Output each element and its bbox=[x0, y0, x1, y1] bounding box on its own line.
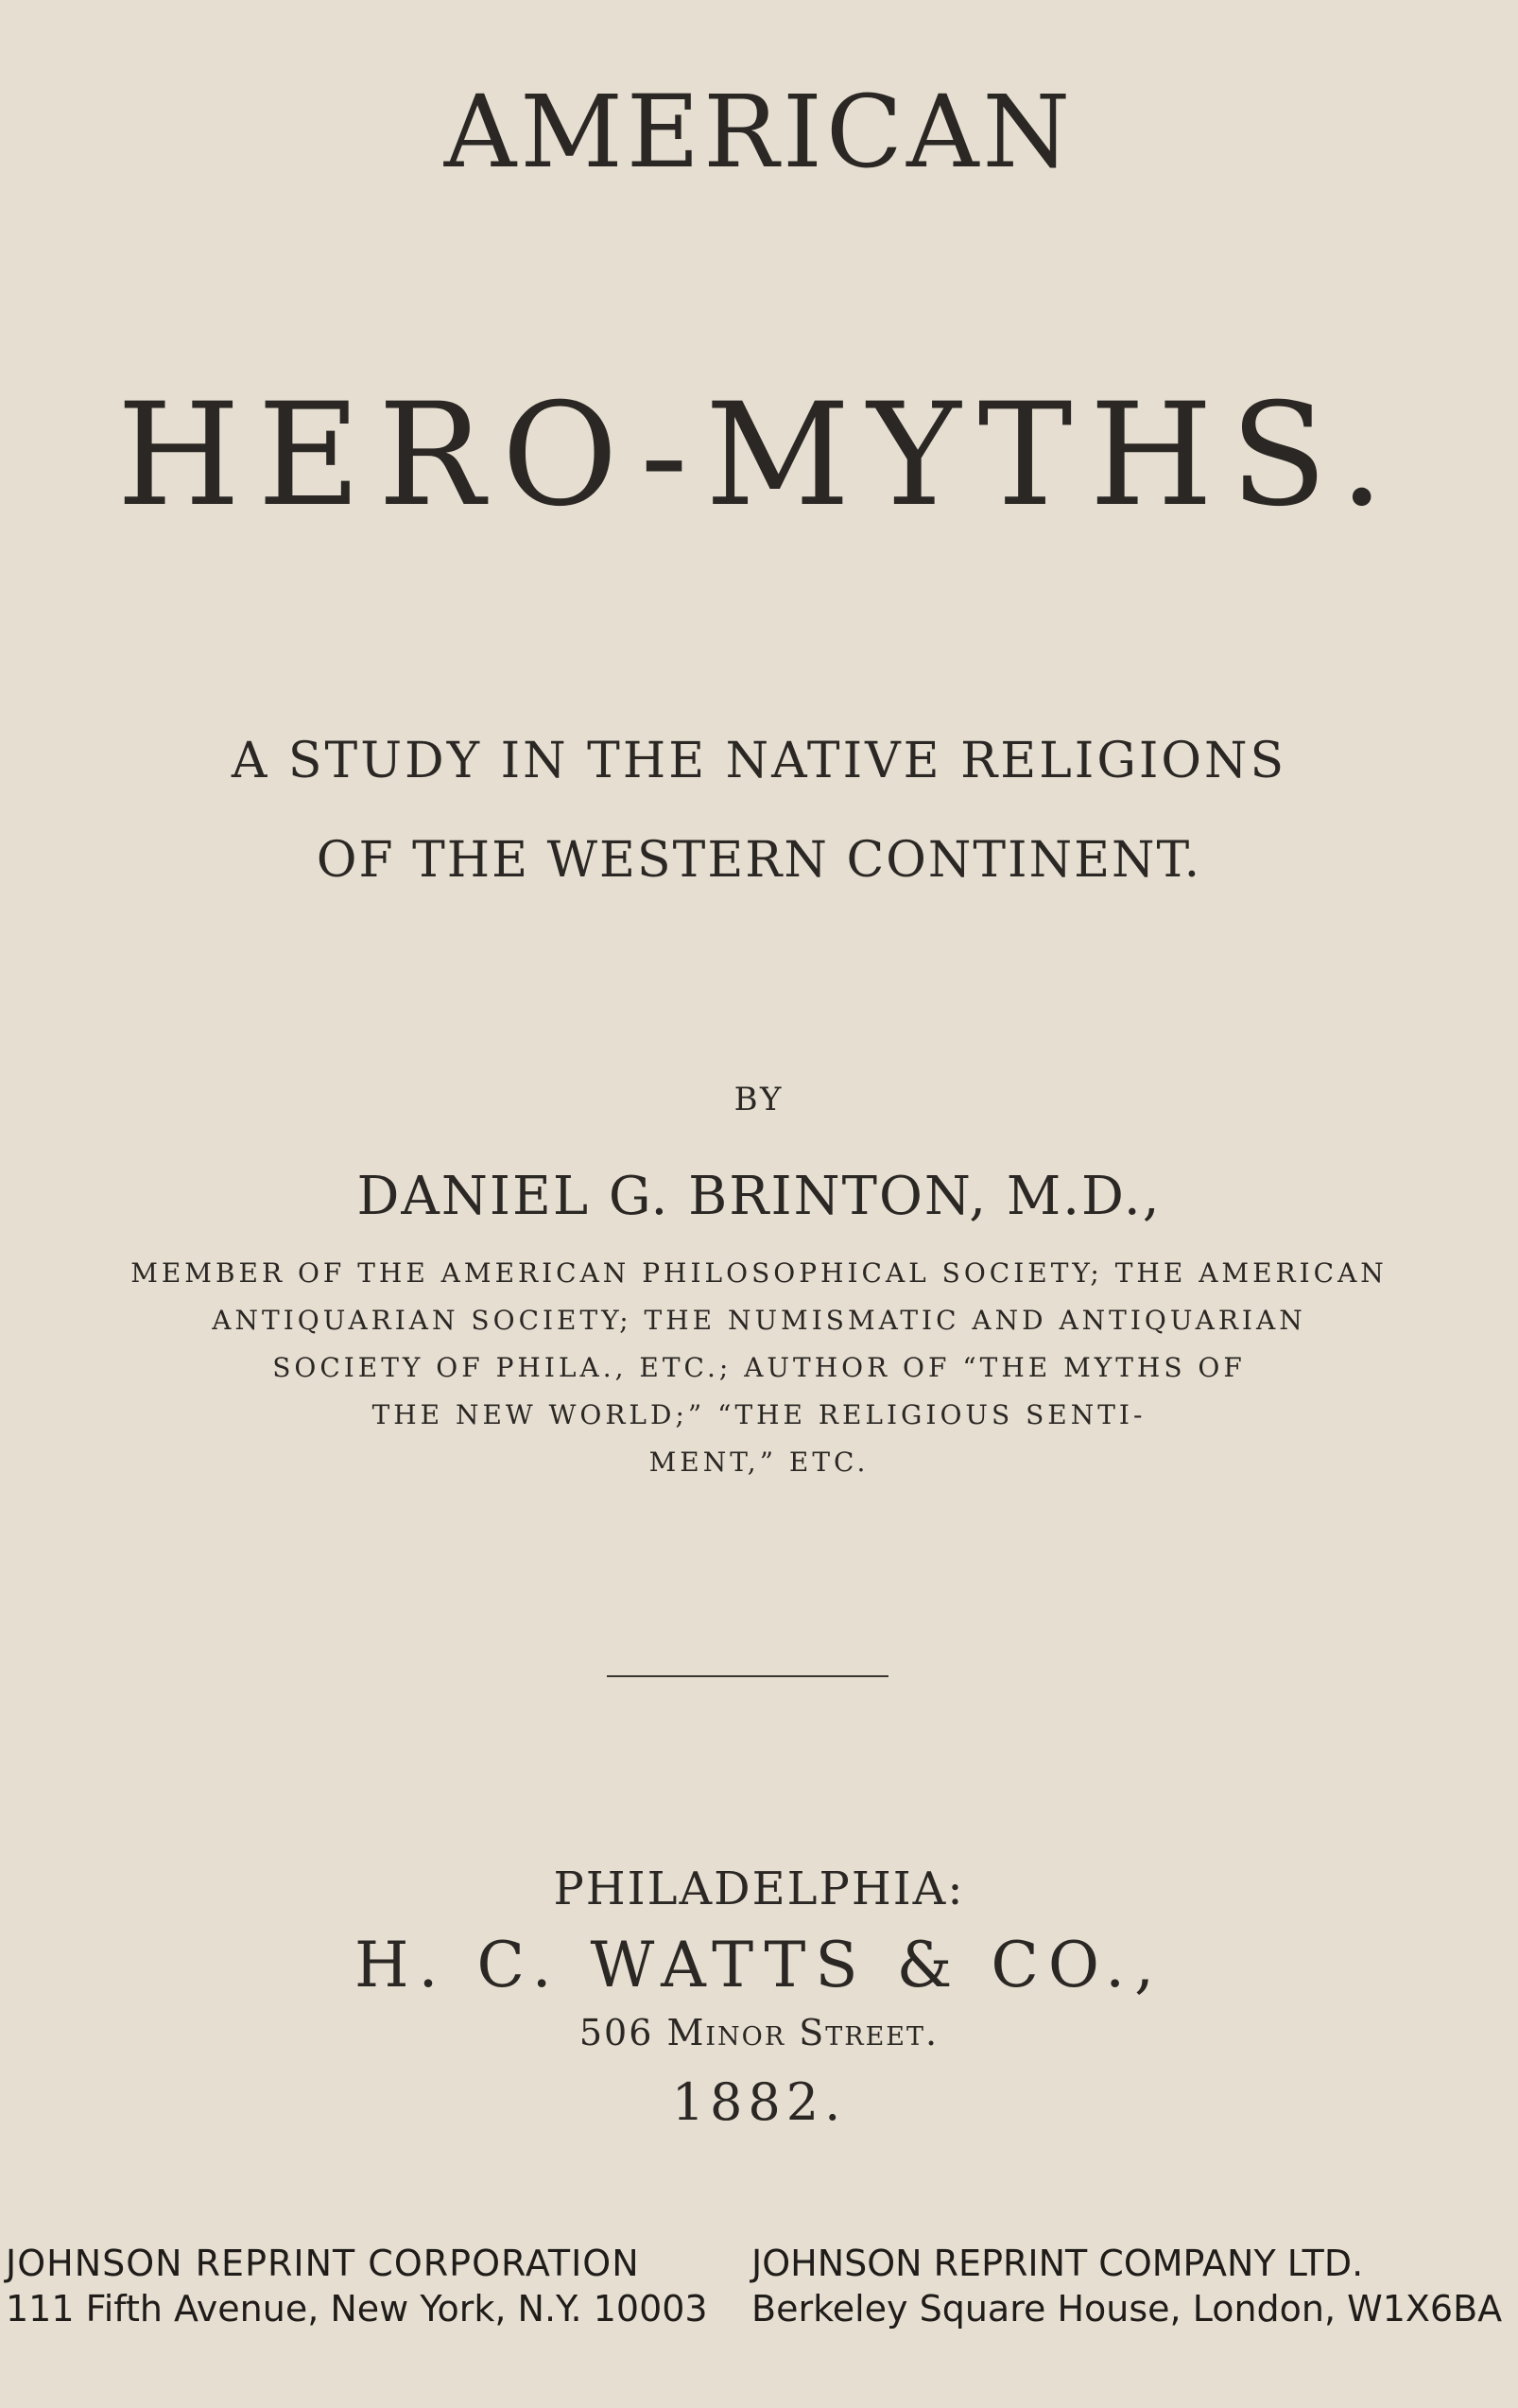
subtitle-line-1: A STUDY IN THE NATIVE RELIGIONS bbox=[231, 733, 1287, 789]
reprint-company-name: JOHNSON REPRINT COMPANY LTD. bbox=[751, 2243, 1364, 2284]
credentials-line: MEMBER OF THE AMERICAN PHILOSOPHICAL SOCIETY; THE AMERICAN bbox=[130, 1257, 1388, 1289]
credentials-line: ANTIQUARIAN SOCIETY; THE NUMISMATIC AND ANTIQUARIAN bbox=[212, 1305, 1306, 1336]
subtitle-line-2: OF THE WESTERN CONTINENT. bbox=[316, 832, 1202, 889]
publisher-city: PHILADELPHIA: bbox=[553, 1862, 965, 1915]
publisher-name: H. C. WATTS & CO., bbox=[354, 1929, 1164, 2001]
divider-rule bbox=[607, 1675, 888, 1677]
credentials-line: SOCIETY OF PHILA., ETC.; AUTHOR OF “THE MYTHS OF bbox=[272, 1352, 1246, 1383]
publication-year: 1882. bbox=[671, 2072, 847, 2132]
reprint-company-address: Berkeley Square House, London, W1X6BA bbox=[751, 2288, 1503, 2330]
publisher-address: 506 Minor Street. bbox=[578, 2012, 940, 2053]
credentials-line: THE NEW WORLD;” “THE RELIGIOUS SENTI- bbox=[371, 1399, 1147, 1430]
title-line-2: HERO-MYTHS. bbox=[116, 373, 1402, 538]
byline: BY bbox=[733, 1081, 785, 1118]
author-name: DANIEL G. BRINTON, M.D., bbox=[356, 1166, 1162, 1227]
reprint-corporation-address: 111 Fifth Avenue, New York, N.Y. 10003 bbox=[6, 2288, 708, 2330]
title-line-1: AMERICAN bbox=[443, 74, 1075, 190]
credentials-line: MENT,” ETC. bbox=[648, 1447, 870, 1478]
reprint-corporation-name: JOHNSON REPRINT CORPORATION bbox=[6, 2243, 640, 2284]
